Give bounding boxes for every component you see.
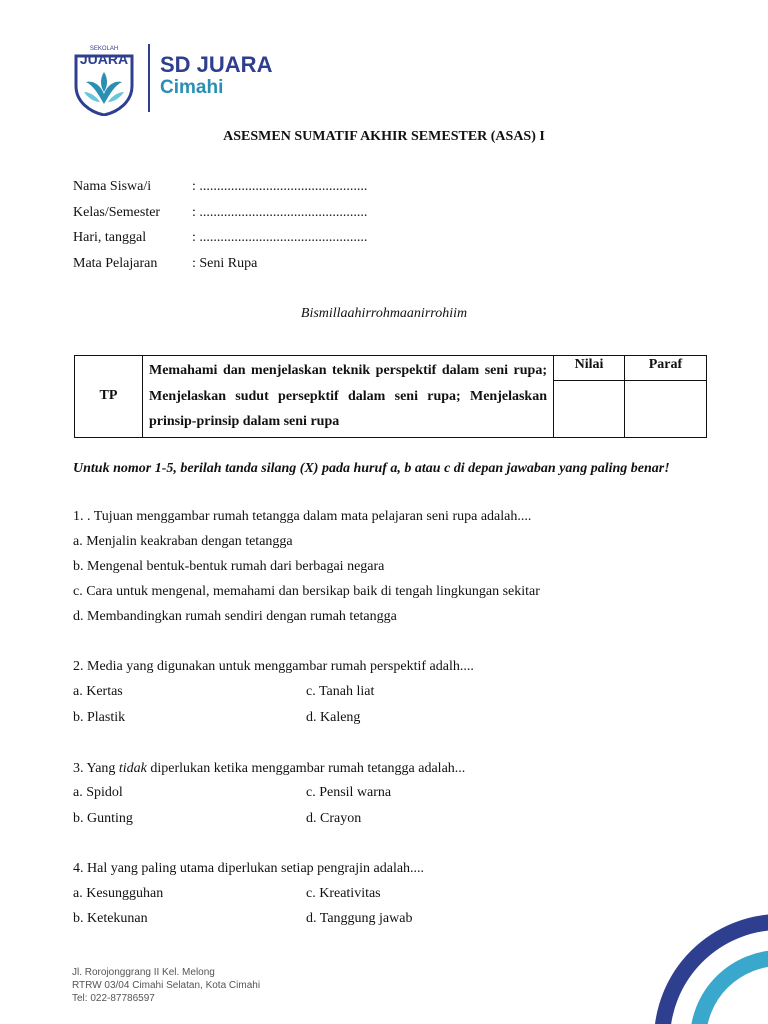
footer-phone: Tel: 022-87786597 <box>72 993 155 1004</box>
question-3-option-a[interactable]: a. Spidol <box>73 785 123 800</box>
question-3-text-emphasis: tidak <box>118 761 147 776</box>
school-name: SD JUARA <box>160 52 273 77</box>
document-title: ASESMEN SUMATIF AKHIR SEMESTER (ASAS) I <box>223 129 545 144</box>
identity-value-hari: : ................................................ <box>192 230 368 245</box>
question-3-text <box>73 760 465 778</box>
question-1-option-d[interactable]: d. Membandingkan rumah sendiri dengan rumah tetangga <box>73 609 397 624</box>
nilai-header: Nilai <box>554 356 625 381</box>
school-city: Cimahi <box>160 77 224 98</box>
decorative-arc-icon <box>630 890 768 1024</box>
question-1-option-a[interactable]: a. Menjalin keakraban dengan tetangga <box>73 534 293 549</box>
question-4-option-b[interactable]: b. Ketekunan <box>73 911 148 926</box>
question-3-text-before: 3. Yang <box>73 761 119 776</box>
paraf-header: Paraf <box>624 356 706 381</box>
logo-divider <box>148 44 150 112</box>
tp-label: TP <box>75 356 143 438</box>
bismillah-text: Bismillaahirrohmaanirrohiim <box>300 306 468 321</box>
school-logo-icon <box>72 42 136 116</box>
question-1-option-c[interactable]: c. Cara untuk mengenal, memahami dan bersikap baik di tengah lingkungan sekitar <box>73 584 540 599</box>
question-3-option-c[interactable]: c. Pensil warna <box>306 785 392 800</box>
tp-table <box>74 355 707 438</box>
logo-text-main: JUARA <box>79 51 129 67</box>
question-3-option-b[interactable]: b. Gunting <box>73 811 133 826</box>
identity-value-nama: : ................................................ <box>192 179 368 194</box>
question-4-option-d[interactable]: d. Tanggung jawab <box>306 911 413 926</box>
identity-label-kelas: Kelas/Semester <box>73 205 161 220</box>
question-1-option-b[interactable]: b. Mengenal bentuk-bentuk rumah dari berbagai negara <box>73 559 385 574</box>
paraf-field[interactable] <box>624 381 706 438</box>
question-4-text: 4. Hal yang paling utama diperlukan setiap pengrajin adalah.... <box>73 861 425 876</box>
identity-label-mapel: Mata Pelajaran <box>73 256 158 271</box>
identity-label-hari: Hari, tanggal <box>73 230 147 245</box>
footer-address-line2: RTRW 03/04 Cimahi Selatan, Kota Cimahi <box>72 980 261 991</box>
logo-text-top: SEKOLAH <box>89 46 119 52</box>
identity-value-mapel: : Seni Rupa <box>192 256 258 271</box>
tp-description: Memahami dan menjelaskan teknik perspektif dalam seni rupa; Menjelaskan sudut persepktif dalam seni rupa; Menjelaskan prinsip-prinsip dalam seni rupa <box>143 356 554 438</box>
question-2-option-d[interactable]: d. Kaleng <box>306 710 361 725</box>
question-2-text: 2. Media yang digunakan untuk menggambar rumah perspektif adalh.... <box>73 659 474 674</box>
nilai-field[interactable] <box>554 381 625 438</box>
question-3-text-after: diperlukan ketika menggambar rumah tetangga adalah... <box>146 761 466 776</box>
identity-label-nama: Nama Siswa/i <box>73 179 152 194</box>
identity-value-kelas: : ................................................ <box>192 205 368 220</box>
question-4-option-a[interactable]: a. Kesungguhan <box>73 886 164 901</box>
question-3-option-d[interactable]: d. Crayon <box>306 811 362 826</box>
question-2-option-b[interactable]: b. Plastik <box>73 710 126 725</box>
question-4-option-c[interactable]: c. Kreativitas <box>306 886 381 901</box>
question-2-option-a[interactable]: a. Kertas <box>73 684 123 699</box>
instruction-text: Untuk nomor 1-5, berilah tanda silang (X) pada huruf a, b atau c di depan jawaban yang paling benar! <box>73 461 670 476</box>
question-2-option-c[interactable]: c. Tanah liat <box>306 684 375 699</box>
footer-address-line1: Jl. Rorojonggrang II Kel. Melong <box>72 967 215 978</box>
question-1-text: 1. . Tujuan menggambar rumah tetangga dalam mata pelajaran seni rupa adalah.... <box>73 509 532 524</box>
